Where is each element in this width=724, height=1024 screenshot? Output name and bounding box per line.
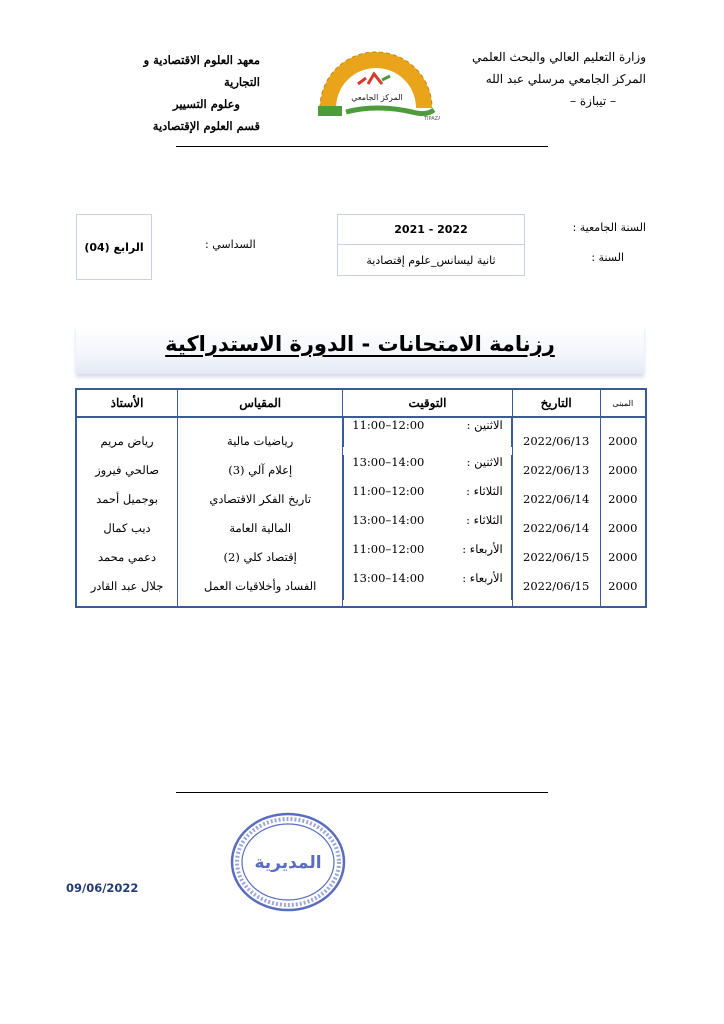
- cell-time: [343, 542, 511, 571]
- cell-building: 2000: [600, 542, 646, 571]
- header-date: التاريخ: [512, 389, 600, 417]
- cell-day: الاثنين :: [466, 455, 503, 469]
- cell-hours: 12:00–11:00: [352, 484, 425, 498]
- header-module: المقياس: [178, 389, 343, 417]
- logo-title: المركز الجامعي: [351, 93, 403, 102]
- table-row: [76, 571, 646, 607]
- cell-hours: 12:00–11:00: [352, 418, 425, 432]
- cell-professor: ديب كمال: [76, 513, 178, 542]
- table-header-row: [76, 389, 646, 417]
- cell-time: [343, 571, 511, 600]
- cell-module: الفساد وأخلاقيات العمل: [178, 571, 343, 607]
- header-ministry-block: [472, 46, 646, 112]
- institute-line2: وعلوم التسيير: [172, 97, 240, 111]
- year-value: ثانية ليسانس_علوم إقتصادية: [366, 253, 496, 267]
- cell-professor: رياض مريم: [76, 417, 178, 455]
- cell-day: الاثنين :: [466, 418, 503, 432]
- cell-hours: 14:00–13:00: [352, 513, 425, 527]
- cell-date: 2022/06/13: [512, 417, 600, 455]
- cell-day: الثلاثاء :: [466, 484, 503, 498]
- academic-year-value: 2021 - 2022: [394, 223, 468, 236]
- stamp-text: المديرية: [254, 853, 322, 873]
- semester-box: [76, 214, 152, 280]
- table-row: [76, 513, 646, 542]
- cell-date: 2022/06/15: [512, 542, 600, 571]
- cell-module: رياضيات مالية: [178, 417, 343, 455]
- ministry-name: وزارة التعليم العالي والبحث العلمي: [472, 50, 646, 64]
- cell-module: المالية العامة: [178, 513, 343, 542]
- header-divider: [176, 146, 548, 147]
- official-stamp: [228, 810, 348, 914]
- cell-time: [343, 513, 511, 542]
- cell-date: 2022/06/15: [512, 571, 600, 607]
- cell-building: 2000: [600, 484, 646, 513]
- academic-year-label: السنة الجامعية :: [572, 221, 646, 234]
- footer-date: 09/06/2022: [66, 881, 139, 895]
- cell-module: إعلام آلي (3): [178, 455, 343, 484]
- cell-time: [343, 455, 511, 484]
- semester-value: الرابع (04): [84, 240, 144, 254]
- logo-city: TIPAZA: [424, 116, 440, 122]
- page-title: رزنامة الامتحانات - الدورة الاستدراكية: [165, 332, 555, 356]
- year-label: السنة :: [591, 251, 624, 264]
- university-logo: [312, 50, 440, 122]
- cell-day: الثلاثاء :: [466, 513, 503, 527]
- cell-professor: دعمي محمد: [76, 542, 178, 571]
- cell-module: إقتصاد كلي (2): [178, 542, 343, 571]
- institute-line1: معهد العلوم الاقتصادية و التجارية: [143, 53, 260, 89]
- semester-label: السداسي :: [205, 238, 256, 251]
- cell-day: الأربعاء :: [462, 542, 503, 556]
- cell-hours: 14:00–13:00: [352, 455, 425, 469]
- table-row: [76, 417, 646, 455]
- header-time: التوقيت: [343, 389, 512, 417]
- cell-date: 2022/06/14: [512, 513, 600, 542]
- cell-professor: جلال عبد القادر: [76, 571, 178, 607]
- header-institute-block: [110, 49, 260, 137]
- header-building: المبنى: [600, 389, 646, 417]
- table-row: [76, 455, 646, 484]
- cell-date: 2022/06/14: [512, 484, 600, 513]
- exam-schedule-table: [75, 388, 647, 608]
- cell-professor: بوجميل أحمد: [76, 484, 178, 513]
- center-name: المركز الجامعي مرسلي عبد الله: [485, 72, 646, 86]
- cell-module: تاريخ الفكر الاقتصادي: [178, 484, 343, 513]
- city-name: – تيبازة –: [570, 94, 616, 108]
- cell-building: 2000: [600, 513, 646, 542]
- cell-building: 2000: [600, 417, 646, 455]
- cell-time: [343, 418, 511, 447]
- cell-building: 2000: [600, 571, 646, 607]
- cell-hours: 14:00–13:00: [352, 571, 425, 585]
- cell-date: 2022/06/13: [512, 455, 600, 484]
- header-professor: الأستاذ: [76, 389, 178, 417]
- footer-divider: [176, 792, 548, 793]
- cell-professor: صالحي فيروز: [76, 455, 178, 484]
- table-row: [76, 542, 646, 571]
- cell-hours: 12:00–11:00: [352, 542, 425, 556]
- year-box: [337, 214, 525, 276]
- cell-time: [343, 484, 511, 513]
- cell-building: 2000: [600, 455, 646, 484]
- department-name: قسم العلوم الإقتصادية: [152, 119, 260, 133]
- table-row: [76, 484, 646, 513]
- cell-day: الأربعاء :: [462, 571, 503, 585]
